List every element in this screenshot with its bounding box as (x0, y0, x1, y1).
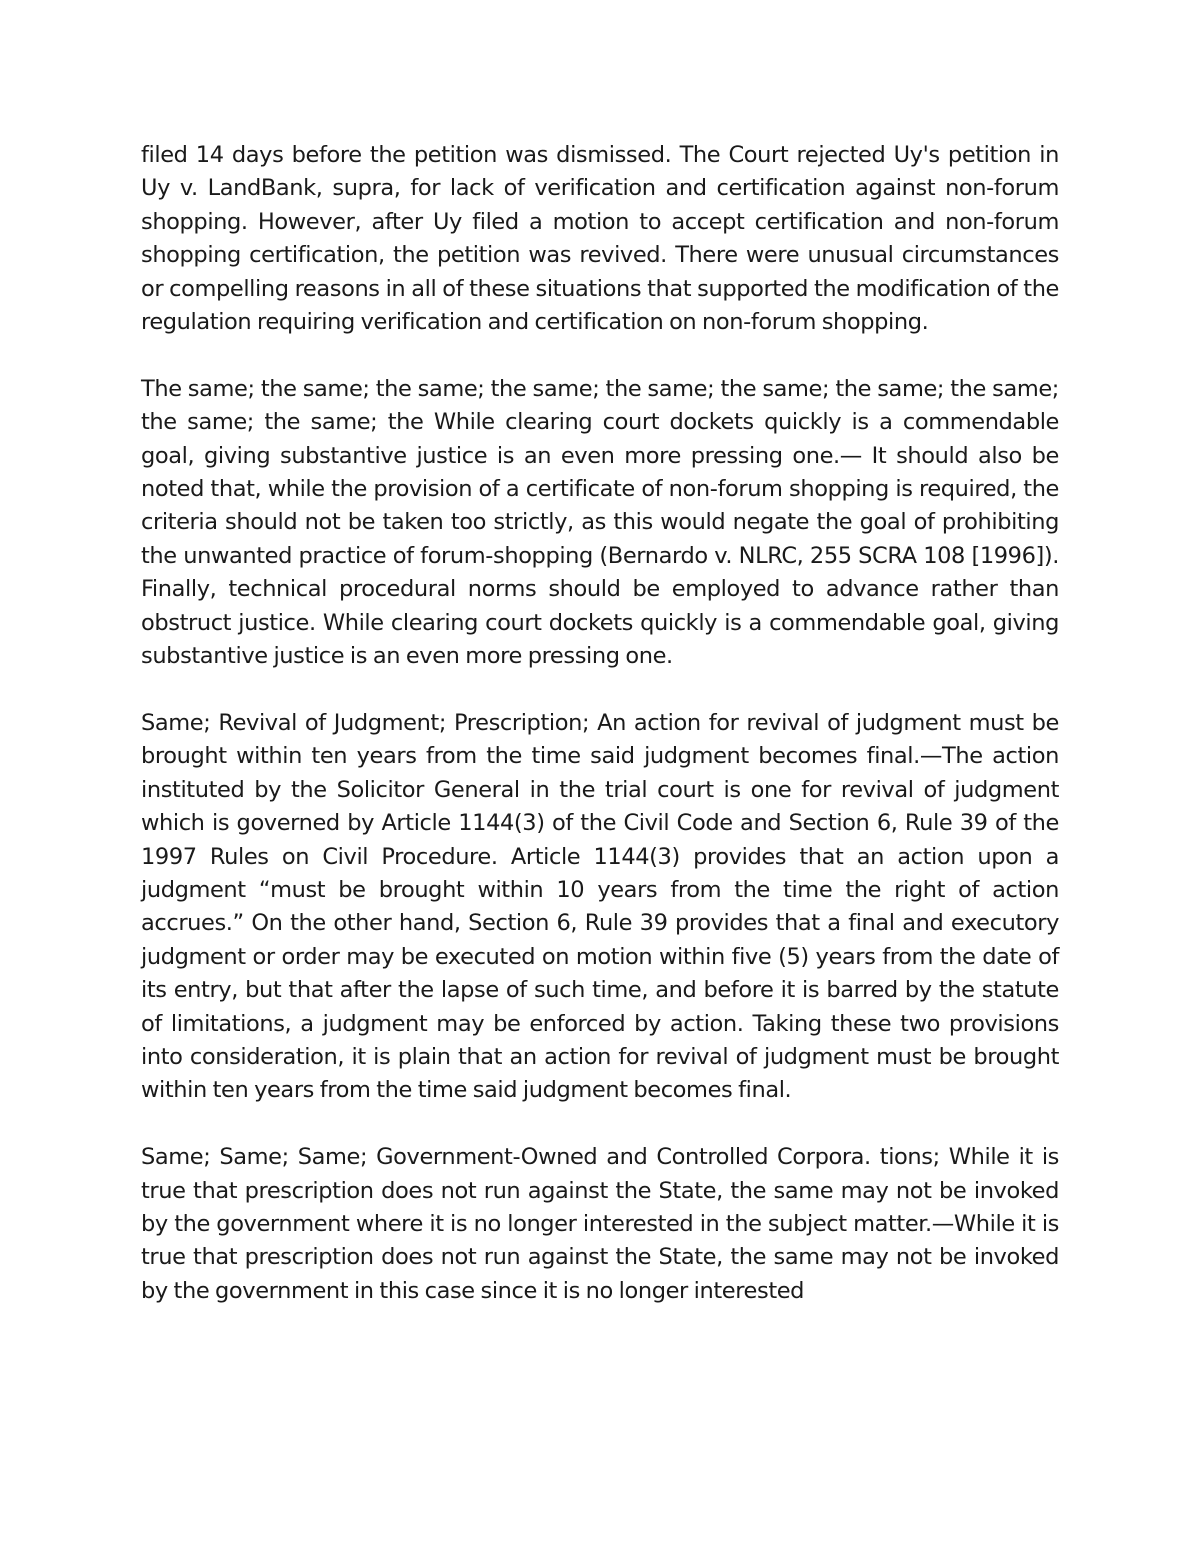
paragraph-verification-certification: filed 14 days before the petition was dismissed. The Court rejected Uy's petition in Uy v. LandBank, supra, for lack of verification and certification against non-forum shopping. However, after Uy filed a motion to accept certification and non-forum shopping certification, the petition was revived. There were unusual circumstances or compelling reasons in all of these situations that supported the modification of the regulation requiring verification and certification on non-forum shopping. (141, 142, 1059, 336)
paragraph-prescription-state: Same; Same; Same; Government-Owned and Controlled Corpora. tions; While it is true that prescription does not run against the State, the same may not be invoked by the government where it is no longer interested in the subject matter.—While it is true that prescription does not run against the State, the same may not be invoked by the government in this case since it is no longer interested (141, 1144, 1059, 1304)
paragraph-substantive-justice: The same; the same; the same; the same; the same; the same; the same; the same; the same; the same; the While clearing court dockets quickly is a commendable goal, giving substantive justice is an even more pressing one.— It should also be noted that, while the provision of a certificate of non-forum shopping is required, the criteria should not be taken too strictly, as this would negate the goal of prohibiting the unwanted practice of forum-shopping (Bernardo v. NLRC, 255 SCRA 108 [1996]). Finally, technical procedural norms should be employed to advance rather than obstruct justice. While clearing court dockets quickly is a commendable goal, giving substantive justice is an even more pressing one. (141, 375, 1059, 670)
document-body (141, 139, 1059, 1342)
paragraph-revival-of-judgment: Same; Revival of Judgment; Prescription; An action for revival of judgment must be brought within ten years from the time said judgment becomes final.—The action instituted by the Solicitor General in the trial court is one for revival of judgment which is governed by Article 1144(3) of the Civil Code and Section 6, Rule 39 of the 1997 Rules on Civil Procedure. Article 1144(3) provides that an action upon a judgment “must be brought within 10 years from the time the right of action accrues.” On the other hand, Section 6, Rule 39 provides that a final and executory judgment or order may be executed on motion within five (5) years from the date of its entry, but that after the lapse of such time, and before it is barred by the statute of limitations, a judgment may be enforced by action. Taking these two provisions into consideration, it is plain that an action for revival of judgment must be brought within ten years from the time said judgment becomes final. (141, 709, 1059, 1104)
